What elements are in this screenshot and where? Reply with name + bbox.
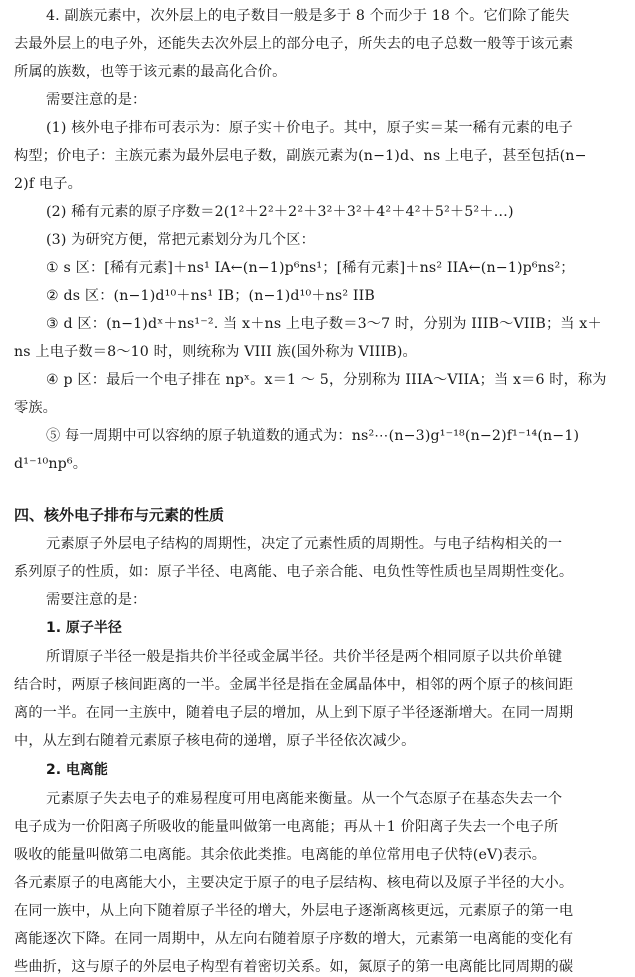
paragraph-line: 结合时，两原子核间距离的一半。金属半径是指在金属晶体中，相邻的两个原子的核间距 <box>14 677 574 693</box>
note-line: (3) 为研究方便，常把元素划分为几个区： <box>46 232 315 248</box>
note-line: ③ d 区：(n−1)dˣ＋ns¹⁻². 当 x＋ns 上电子数＝3～7 时，分别为 IIIB～VIIB；当 x＋ <box>46 316 602 332</box>
section-heading: 四、核外电子排布与元素的性质 <box>14 506 225 524</box>
paragraph-line: 去最外层上的电子外，还能失去次外层上的部分电子，所失去的电子总数一般等于该元素 <box>14 36 574 52</box>
note-line: (2) 稀有元素的原子序数＝2(1²＋2²＋2²＋3²＋3²＋4²＋4²＋5²＋5²＋…) <box>46 204 514 220</box>
paragraph-line: 在同一族中，从上向下随着原子半径的增大，外层电子逐渐离核更远，元素原子的第一电 <box>14 903 574 919</box>
note-line: ⑤ 每一周期中可以容纳的原子轨道数的通式为：ns²⋯(n−3)g¹⁻¹⁸(n−2)f¹⁻¹⁴(n−1) <box>46 428 580 444</box>
paragraph-line: 离能逐次下降。在同一周期中，从左向右随着原子序数的增大，元素第一电离能的变化有 <box>14 931 574 947</box>
note-line: (1) 核外电子排布可表示为：原子实＋价电子。其中，原子实＝某一稀有元素的电子 <box>46 120 574 136</box>
paragraph-line: 电子成为一价阳离子所吸收的能量叫做第一电离能；再从＋1 价阳离子失去一个电子所 <box>14 819 559 835</box>
subsection-heading: 2. 电离能 <box>46 762 108 778</box>
paragraph-line: 所谓原子半径一般是指共价半径或金属半径。共价半径是两个相同原子以共价单键 <box>46 649 563 665</box>
note-line: d¹⁻¹⁰np⁶。 <box>14 456 88 472</box>
note-line: 零族。 <box>14 400 58 416</box>
note-line: ② ds 区：(n−1)d¹⁰＋ns¹ IB；(n−1)d¹⁰＋ns² IIB <box>46 288 375 304</box>
note-line: ④ p 区：最后一个电子排在 npˣ。x＝1 ～ 5，分别称为 IIIA～VIIA；当 x＝6 时，称为 <box>46 372 607 388</box>
paragraph-line: 离的一半。在同一主族中，随着电子层的增加，从上到下原子半径逐渐增大。在同一周期 <box>14 705 574 721</box>
note-line: ns 上电子数＝8～10 时，则统称为 VIII 族(国外称为 VIIIB)。 <box>14 344 417 360</box>
paragraph-line: 4. 副族元素中，次外层上的电子数目一般是多于 8 个而少于 18 个。它们除了能失 <box>46 8 570 24</box>
paragraph-line: 系列原子的性质，如：原子半径、电离能、电子亲合能、电负性等性质也呈周期性变化。 <box>14 564 574 580</box>
paragraph-line: 所属的族数，也等于该元素的最高化合价。 <box>14 64 287 80</box>
paragraph-line: 吸收的能量叫做第二电离能。其余依此类推。电离能的单位常用电子伏特(eV)表示。 <box>14 847 547 863</box>
note-intro: 需要注意的是： <box>46 92 147 108</box>
note-intro: 需要注意的是： <box>46 592 147 608</box>
paragraph-line: 各元素原子的电离能大小，主要决定于原子的电子层结构、核电荷以及原子半径的大小。 <box>14 875 574 891</box>
note-line: 2)f 电子。 <box>14 176 82 192</box>
paragraph-line: 元素原子外层电子结构的周期性，决定了元素性质的周期性。与电子结构相关的一 <box>46 536 563 552</box>
note-line: ① s 区：[稀有元素]＋ns¹ IA←(n−1)p⁶ns¹；[稀有元素]＋ns² IIA←(n−1)p⁶ns²； <box>46 260 575 276</box>
paragraph-line: 元素原子失去电子的难易程度可用电离能来衡量。从一个气态原子在基态失去一个 <box>46 791 563 807</box>
paragraph-line: 中，从左到右随着元素原子核电荷的递增，原子半径依次减少。 <box>14 733 416 749</box>
paragraph-line: 些曲折，这与原子的外层电子构型有着密切关系。如，氮原子的第一电离能比同周期的碳 <box>14 959 574 975</box>
subsection-heading: 1. 原子半径 <box>46 620 122 636</box>
note-line: 构型；价电子：主族元素为最外层电子数，副族元素为(n−1)d、ns 上电子，甚至包括(n− <box>14 148 587 164</box>
